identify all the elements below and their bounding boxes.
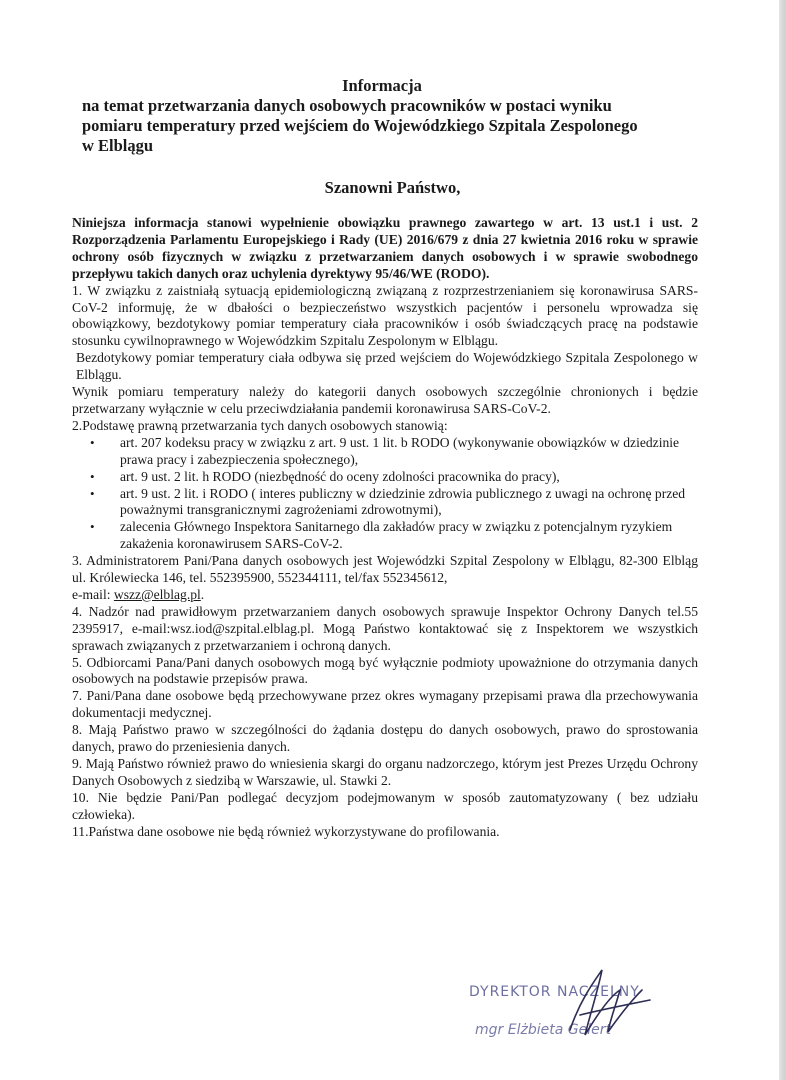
paragraph-1c: Wynik pomiaru temperatury należy do kategorii danych osobowych szczególnie chronionych i będzie przetwarzany wyłącznie w celu przeciwdziałania pandemii koronawirusa SARS-CoV-2. [72, 384, 698, 416]
list-item: • zalecenia Głównego Inspektora Sanitarnego dla zakładów pracy w związku z potencjalnym ryzykiem zakażenia koronawirusem SARS-CoV-2. [120, 519, 698, 553]
paragraph-11: 11.Państwa dane osobowe nie będą również wykorzystywane do profilowania. [72, 823, 500, 839]
list-item: • art. 207 kodeksu pracy w związku z art. 9 ust. 1 lit. b RODO (wykonywanie obowiązków w dziedzinie prawa pracy i zabezpieczenia społecznego), [120, 435, 698, 469]
email-label: e-mail: [72, 586, 114, 602]
greeting: Szanowni Państwo, [324, 178, 461, 197]
legal-basis-list [72, 435, 698, 553]
paragraph-10: 10. Nie będzie Pani/Pan podlegać decyzjom podejmowanym w sposób zautomatyzowany ( bez udziału człowieka). [72, 789, 698, 822]
paragraph-4: 4. Nadzór nad prawidłowym przetwarzaniem danych osobowych sprawuje Inspektor Ochrony Danych tel.55 2395917, e-mail:wsz.iod@szpital.elblag.pl. Mogą Państwo kontaktować się z Inspektorem we wszystkich sprawach związanych z przetwarzaniem i ochroną danych. [72, 603, 698, 653]
paragraph-9: 9. Mają Państwo również prawo do wniesienia skargi do organu nadzorczego, którym jest Prezes Urzędu Ochrony Danych Osobowych z siedzibą w Warszawie, ul. Stawki 2. [72, 756, 698, 788]
stamp-name: mgr Elżbieta Gelert [475, 1022, 611, 1038]
list-item: • art. 9 ust. 2 lit. i RODO ( interes publiczny w dziedzinie zdrowia publicznego z uwagi na ochronę przed poważnymi transgranicznymi zagrożeniami zdrowotnymi), [120, 486, 698, 520]
paragraph-1: 1. W związku z zaistniałą sytuacją epidemiologiczną związaną z rozprzestrzenianiem się koronawirusa SARS-CoV-2 informuję, że w dbałości o bezpieczeństwo wszystkich pacjentów i personelu wprowadza się obowiązkowy, bezdotykowy pomiar temperatury ciała pracowników i osób świadczących pracę na podstawie stosunku cywilnoprawnego w Wojewódzkim Szpitalu Zespolonym w Elblągu. [72, 282, 698, 349]
paragraph-3-text: 3. Administratorem Pani/Pana danych osobowych jest Wojewódzki Szpital Zespolony w Elblągu, 82-300 Elbląg ul. Królewiecka 146, tel. 552395900, 552344111, tel/fax 552345612, [72, 553, 698, 586]
handwritten-signature [550, 960, 660, 1050]
email-end: . [200, 586, 205, 602]
paragraph-5: 5. Odbiorcami Pana/Pani danych osobowych mogą być wyłącznie podmioty upoważnione do otrzymania danych osobowych na podstawie przepisów prawa. [72, 654, 698, 687]
document-body [72, 215, 698, 841]
document-title: Informacja [342, 76, 422, 95]
paragraph-3 [72, 553, 698, 604]
email-link[interactable]: wszz@elblag.pl [113, 586, 201, 602]
document-subtitle-line-1: na temat przetwarzania danych osobowych pracowników w postaci wyniku [82, 96, 612, 115]
paragraph-2: 2.Podstawę prawną przetwarzania tych danych osobowych stanowią: [72, 417, 448, 433]
document-subtitle-line-2: pomiaru temperatury przed wejściem do Wojewódzkiego Szpitala Zespolonego [82, 116, 638, 135]
paragraph-8: 8. Mają Państwo prawo w szczególności do żądania dostępu do danych osobowych, prawo do sprostowania danych, prawo do przeniesienia danych. [72, 722, 698, 755]
page-edge-shadow [779, 0, 785, 1080]
intro-paragraph: Niniejsza informacja stanowi wypełnienie obowiązku prawnego zawartego w art. 13 ust.1 i ust. 2 Rozporządzenia Parlamentu Europejskiego i Rady (UE) 2016/679 z dnia 27 kwietnia 2016 roku w sprawie ochrony osób fizycznych w związku z przetwarzaniem danych osobowych i w sprawie swobodnego przepływu takich danych oraz uchylenia dyrektywy 95/46/WE (RODO). [72, 215, 698, 281]
stamp-title: DYREKTOR NACZELNY [469, 984, 640, 1000]
paragraph-7: 7. Pani/Pana dane osobowe będą przechowywane przez okres wymagany przepisami prawa dla przechowywania dokumentacji medycznej. [72, 688, 698, 721]
document-subtitle-line-3: w Elblągu [82, 136, 154, 155]
title-block [82, 76, 682, 156]
paragraph-1b: Bezdotykowy pomiar temperatury ciała odbywa się przed wejściem do Wojewódzkiego Szpitala Zespolonego w Elblągu. [76, 350, 698, 383]
list-item: • art. 9 ust. 2 lit. h RODO (niezbędność do oceny zdolności pracownika do pracy), [120, 469, 698, 486]
signature-stamp [455, 960, 695, 1060]
